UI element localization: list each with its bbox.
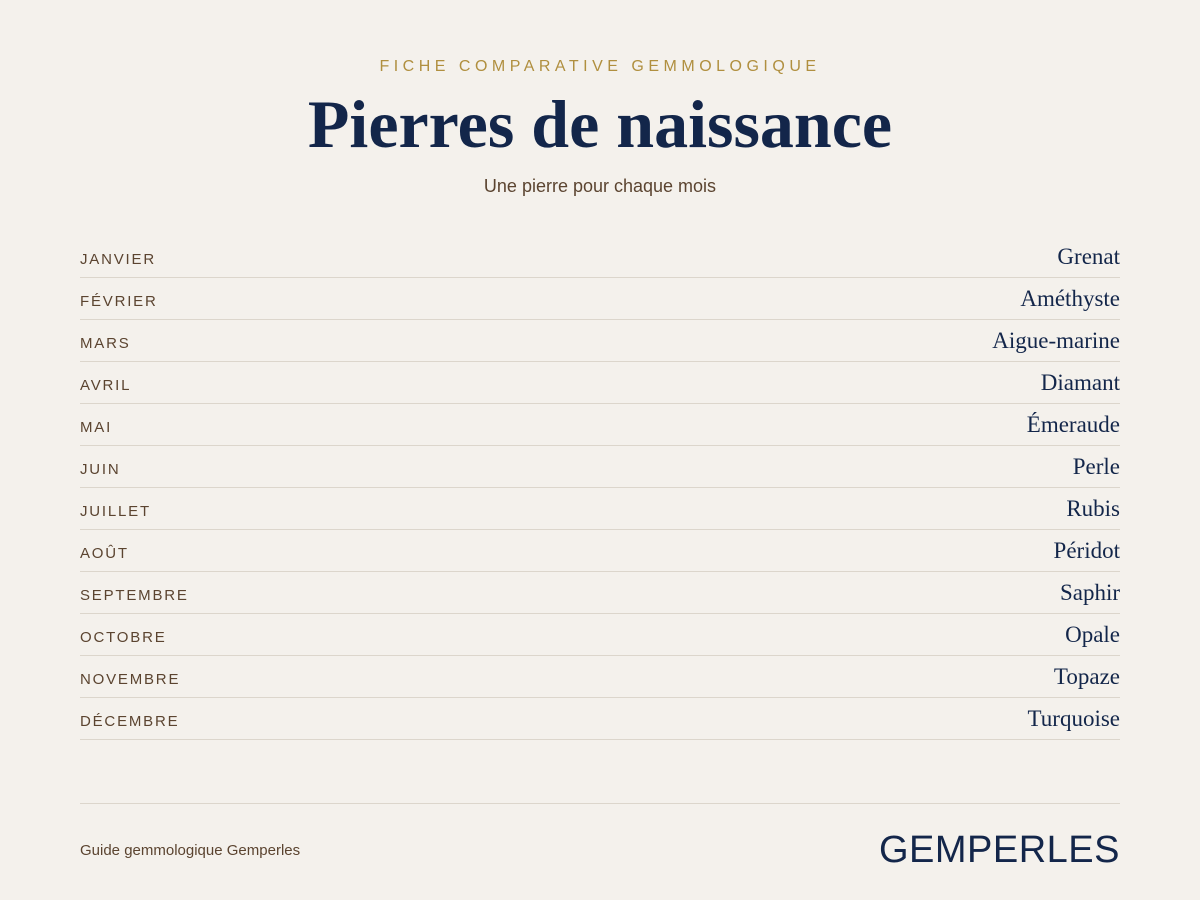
table-row: [80, 698, 1120, 740]
month-label: JUIN: [80, 461, 121, 478]
month-label: AVRIL: [80, 377, 132, 394]
footer-divider: [80, 803, 1120, 804]
stone-name: Perle: [1072, 454, 1120, 479]
month-label: DÉCEMBRE: [80, 713, 180, 730]
table-row: [80, 656, 1120, 698]
birthstone-table: [80, 236, 1120, 740]
table-row: [80, 404, 1120, 446]
footer-caption: Guide gemmologique Gemperles: [80, 842, 301, 859]
table-row: [80, 278, 1120, 320]
stone-name: Rubis: [1066, 496, 1120, 521]
month-label: MAI: [80, 419, 113, 436]
stone-name: Aigue-marine: [992, 328, 1120, 353]
eyebrow-label: FICHE COMPARATIVE GEMMOLOGIQUE: [379, 58, 821, 75]
table-row: [80, 446, 1120, 488]
stone-name: Turquoise: [1027, 706, 1120, 731]
table-row: [80, 488, 1120, 530]
stone-name: Opale: [1065, 622, 1120, 647]
table-row: [80, 530, 1120, 572]
brand-logo: GEMPERLES: [878, 829, 1120, 871]
month-label: FÉVRIER: [80, 293, 158, 310]
stone-name: Grenat: [1057, 244, 1120, 269]
month-label: NOVEMBRE: [80, 671, 181, 688]
stone-name: Émeraude: [1026, 412, 1120, 437]
stone-name: Péridot: [1053, 538, 1120, 563]
table-row: [80, 614, 1120, 656]
month-label: SEPTEMBRE: [80, 587, 189, 604]
stone-name: Améthyste: [1020, 286, 1120, 311]
stone-name: Saphir: [1059, 580, 1120, 605]
month-label: MARS: [80, 335, 131, 352]
month-label: JANVIER: [80, 251, 156, 268]
month-label: AOÛT: [80, 545, 129, 562]
page-title: Pierres de naissance: [307, 86, 893, 162]
month-label: OCTOBRE: [80, 629, 167, 646]
stone-name: Topaze: [1053, 664, 1120, 689]
table-row: [80, 362, 1120, 404]
table-row: [80, 320, 1120, 362]
month-label: JUILLET: [80, 503, 151, 520]
page-subtitle: Une pierre pour chaque mois: [483, 176, 717, 196]
table-row: [80, 236, 1120, 278]
table-row: [80, 572, 1120, 614]
stone-name: Diamant: [1040, 370, 1120, 395]
